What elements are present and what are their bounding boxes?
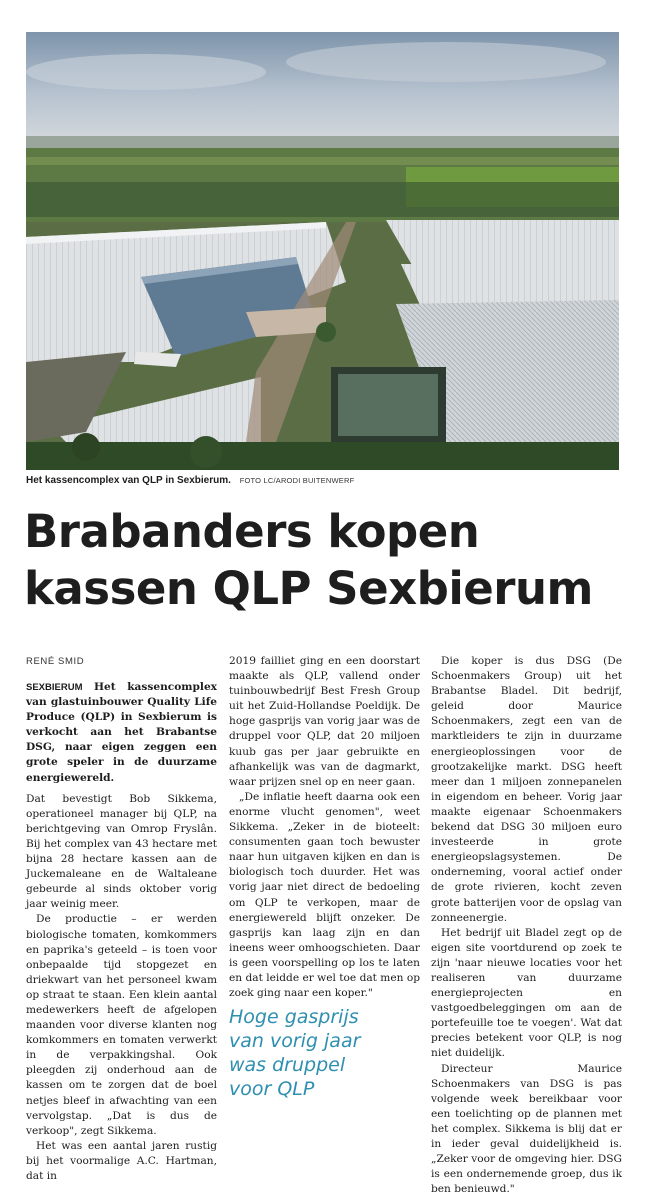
body-paragraph: „De inflatie heeft daarna ook een enorme vlucht genomen", weet Sikkema. „Zeker in de bioteelt: consumenten gaan toch bewuster naar hun uitgaven kijken en dan is biologisch toch duurder. Het was vorig jaar niet direct de bedoeling om QLP te verkopen, maar de energiewereld blijft onzeker. De gasprijs kan laag zijn en dan ineens weer omhoogschieten. Daar is geen voorspelling op los te laten en dat leidde er wel toe dat men op zoek ging naar een koper." bbox=[229, 790, 420, 1000]
dateline: SEXBIERUM bbox=[26, 682, 83, 693]
article-column-2 bbox=[229, 654, 420, 1001]
pull-quote bbox=[229, 1005, 409, 1101]
lead-text: Het kassencomplex van glastuinbouwer Quality Life Produce (QLP) in Sexbierum is verkocht aan het Brabantse DSG, naar eigen zeggen een grote speler in de duurzame energiewereld. bbox=[26, 681, 217, 784]
body-paragraph: Die koper is dus DSG (De Schoenmakers Group) uit het Brabantse Bladel. Dit bedrijf, geleid door Maurice Schoenmakers, zegt een van de marktleiders te zijn in duurzame energieoplossingen voor de grootzakelijke markt. DSG heeft meer dan 1 miljoen zonnepanelen in eigendom en beheer. Vorig jaar maakte eigenaar Schoenmakers bekend dat DSG 30 miljoen euro investeerde in grote energieopslagsystemen. De onderneming, vooral actief onder de grote rivieren, kocht zeven grote batterijen voor de opslag van zonneenergie. bbox=[431, 655, 622, 924]
article-headline bbox=[24, 503, 634, 617]
article-column-1 bbox=[26, 680, 217, 1184]
body-paragraph: Dat bevestigt Bob Sikkema, operationeel manager bij QLP, na berichtgeving van Omrop Fryslân. Bij het complex van 43 hectare met bijna 28 hectare kassen aan de Juckemaleane en de Waltaleane gebeurde al sinds oktober vorig jaar weinig meer. bbox=[26, 792, 217, 911]
body-paragraph: Het was een aantal jaren rustig bij het voormalige A.C. Hartman, dat in bbox=[26, 1139, 217, 1182]
caption-text: Het kassencomplex van QLP in Sexbierum. bbox=[26, 475, 231, 486]
body-paragraph: Het bedrijf uit Bladel zegt op de eigen site voortdurend op zoek te zijn 'naar nieuwe locaties voor het realiseren van duurzame energieprojecten en vastgoedbeleggingen om aan de portefeuille toe te voegen'. Wat dat precies betekent voor QLP, is nog niet duidelijk. bbox=[431, 926, 622, 1060]
pull-quote-line: was druppel bbox=[229, 1054, 346, 1076]
aerial-photo-greenhouse-complex bbox=[26, 32, 619, 470]
photo-caption bbox=[26, 475, 626, 486]
body-paragraph: De productie – er werden biologische tomaten, komkommers en paprika's geteeld – is toen voor onbepaalde tijd stopgezet en driekwart van het personeel kwam op straat te staan. Een klein aantal medewerkers heeft de afgelopen maanden voor diverse klanten nog komkommers en tomaten verwerkt in de verpakkingshal. Ook pleegden zij onderhoud aan de kassen om te zorgen dat de boel netjes bleef in afwachting van een vervolgstap. „Dat is dus de verkoop", zegt Sikkema. bbox=[26, 913, 217, 1137]
pull-quote-line: voor QLP bbox=[229, 1078, 315, 1100]
pull-quote-line: Hoge gasprijs bbox=[229, 1006, 359, 1028]
article-column-3 bbox=[431, 654, 622, 1197]
byline: RENÉ SMID bbox=[26, 656, 85, 667]
pull-quote-line: van vorig jaar bbox=[229, 1030, 361, 1052]
headline-line-1: Brabanders kopen bbox=[24, 505, 480, 558]
headline-line-2: kassen QLP Sexbierum bbox=[24, 562, 593, 615]
body-paragraph: Directeur Maurice Schoenmakers van DSG is pas volgende week bereikbaar voor een toelichting op de plannen met het complex. Sikkema is blij dat er in ieder geval duidelijkheid is. „Zeker voor de omgeving hier. DSG is een ondernemende groep, dus ik ben benieuwd." bbox=[431, 1062, 622, 1196]
body-paragraph: 2019 failliet ging en een doorstart maakte als QLP, vallend onder tuinbouwbedrijf Best Fresh Group uit het Zuid-Hollandse Poeldijk. De hoge gasprijs van vorig jaar was de druppel voor QLP, dat 20 miljoen kuub gas per jaar gebruikte en afhankelijk was van de dagmarkt, waar prijzen snel op en neer gaan. bbox=[229, 655, 420, 788]
photo-credit: FOTO LC/ARODI BUITENWERF bbox=[239, 476, 355, 485]
lead-paragraph bbox=[26, 680, 217, 786]
